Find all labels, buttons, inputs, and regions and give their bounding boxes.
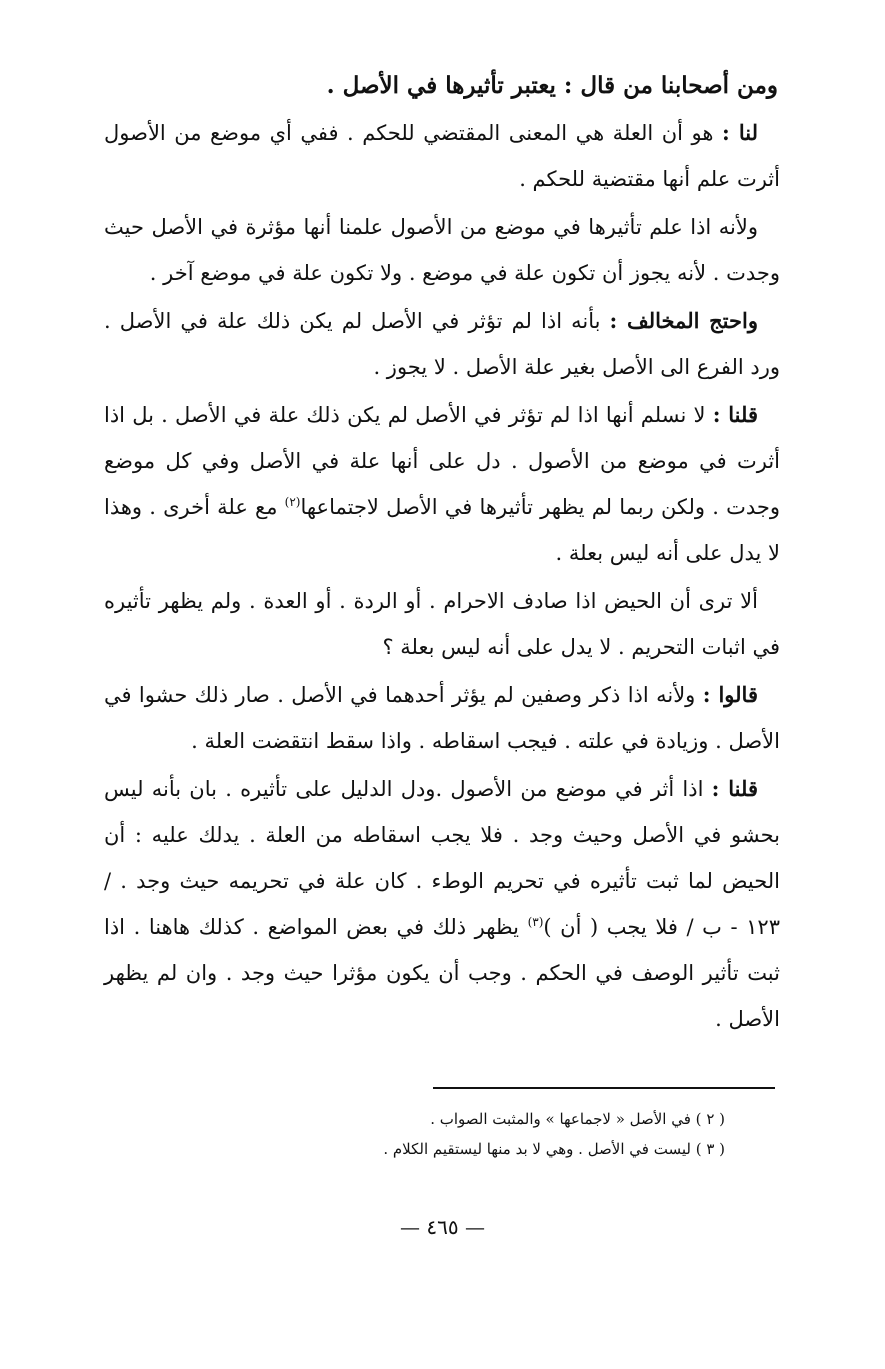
paragraph-5 [104, 578, 780, 670]
paragraph-text: لا نسلم أنها اذا لم تؤثر في الأصل لم يكن ذلك علة في الأصل . بل اذا أثرت في موضع من الأصول . دل على أنها علة في الأصل وفي كل موضع وجدت . ولكن ربما لم يظهر تأثيرها في الأصل لاجتماعها [104, 403, 781, 519]
footnote-3: ( ٣ ) ليست في الأصل . وهي لا بد منها ليستقيم الكلام . [383, 1140, 725, 1158]
footnote-ref-3[interactable]: (٣) [527, 915, 544, 929]
paragraph-lead: قالوا : [702, 682, 758, 707]
paragraph-text-continued: مع علة أخرى . وهذا لا يدل على أنه ليس بعلة . [104, 495, 780, 565]
paragraph-text: اذا أثر في موضع من الأصول .ودل الدليل على تأثيره . بان بأنه ليس بحشو في الأصل وحيث وجد . فلا يجب اسقاطه من العلة . يدلك عليه : أن الحيض لما ثبت تأثيره في تحريم الوطء . كان علة في تحريمه حيث وجد . / ١٢٣ - ب / فلا يجب ( أن ) [104, 777, 780, 939]
section-heading: ومن أصحابنا من قال : يعتبر تأثيرها في الأصل . [326, 72, 778, 99]
paragraph-text: ولأنه اذا علم تأثيرها في موضع من الأصول علمنا أنها مؤثرة في الأصل حيث وجدت . لأنه يجوز أن تكون علة في موضع . ولا تكون علة في موضع آخر . [104, 215, 780, 285]
paragraph-4 [104, 392, 780, 576]
footnote-ref-2[interactable]: (٢) [284, 495, 301, 509]
paragraph-3 [104, 298, 780, 390]
paragraph-lead: واحتج المخالف : [609, 308, 758, 333]
paragraph-lead: قلنا : [712, 402, 758, 427]
footnotes [205, 1104, 725, 1164]
paragraph-2 [104, 204, 780, 296]
paragraph-lead: قلنا : [711, 776, 758, 801]
footnote-2: ( ٢ ) في الأصل « لاجماعها » والمثبت الصواب . [430, 1110, 725, 1128]
paragraph-7 [104, 766, 780, 1042]
footnote-divider [433, 1087, 775, 1089]
paragraph-6 [104, 672, 780, 764]
paragraph-text: ولأنه اذا ذكر وصفين لم يؤثر أحدهما في الأصل . صار ذلك حشوا في الأصل . وزيادة في علته . فيجب اسقاطه . واذا سقط انتقضت العلة . [104, 683, 780, 753]
paragraph-text: بأنه اذا لم تؤثر في الأصل لم يكن ذلك علة في الأصل . ورد الفرع الى الأصل بغير علة الأصل . لا يجوز . [104, 309, 780, 379]
paragraph-text-continued: يظهر ذلك في بعض المواضع . كذلك هاهنا . اذا ثبت تأثير الوصف في الحكم . وجب أن يكون مؤثرا حيث وجد . وان لم يظهر الأصل . [104, 915, 780, 1031]
page-number: — ٤٦٥ — [400, 1215, 485, 1239]
paragraph-text: هو أن العلة هي المعنى المقتضي للحكم . ففي أي موضع من الأصول أثرت علم أنها مقتضية للحكم . [104, 121, 780, 191]
paragraph-1 [104, 110, 780, 202]
main-text [104, 64, 780, 1044]
paragraph-lead: لنا : [721, 120, 758, 145]
paragraph-text: ألا ترى أن الحيض اذا صادف الاحرام . أو الردة . أو العدة . ولم يظهر تأثيره في اثبات التحريم . لا يدل على أنه ليس بعلة ؟ [104, 589, 780, 659]
